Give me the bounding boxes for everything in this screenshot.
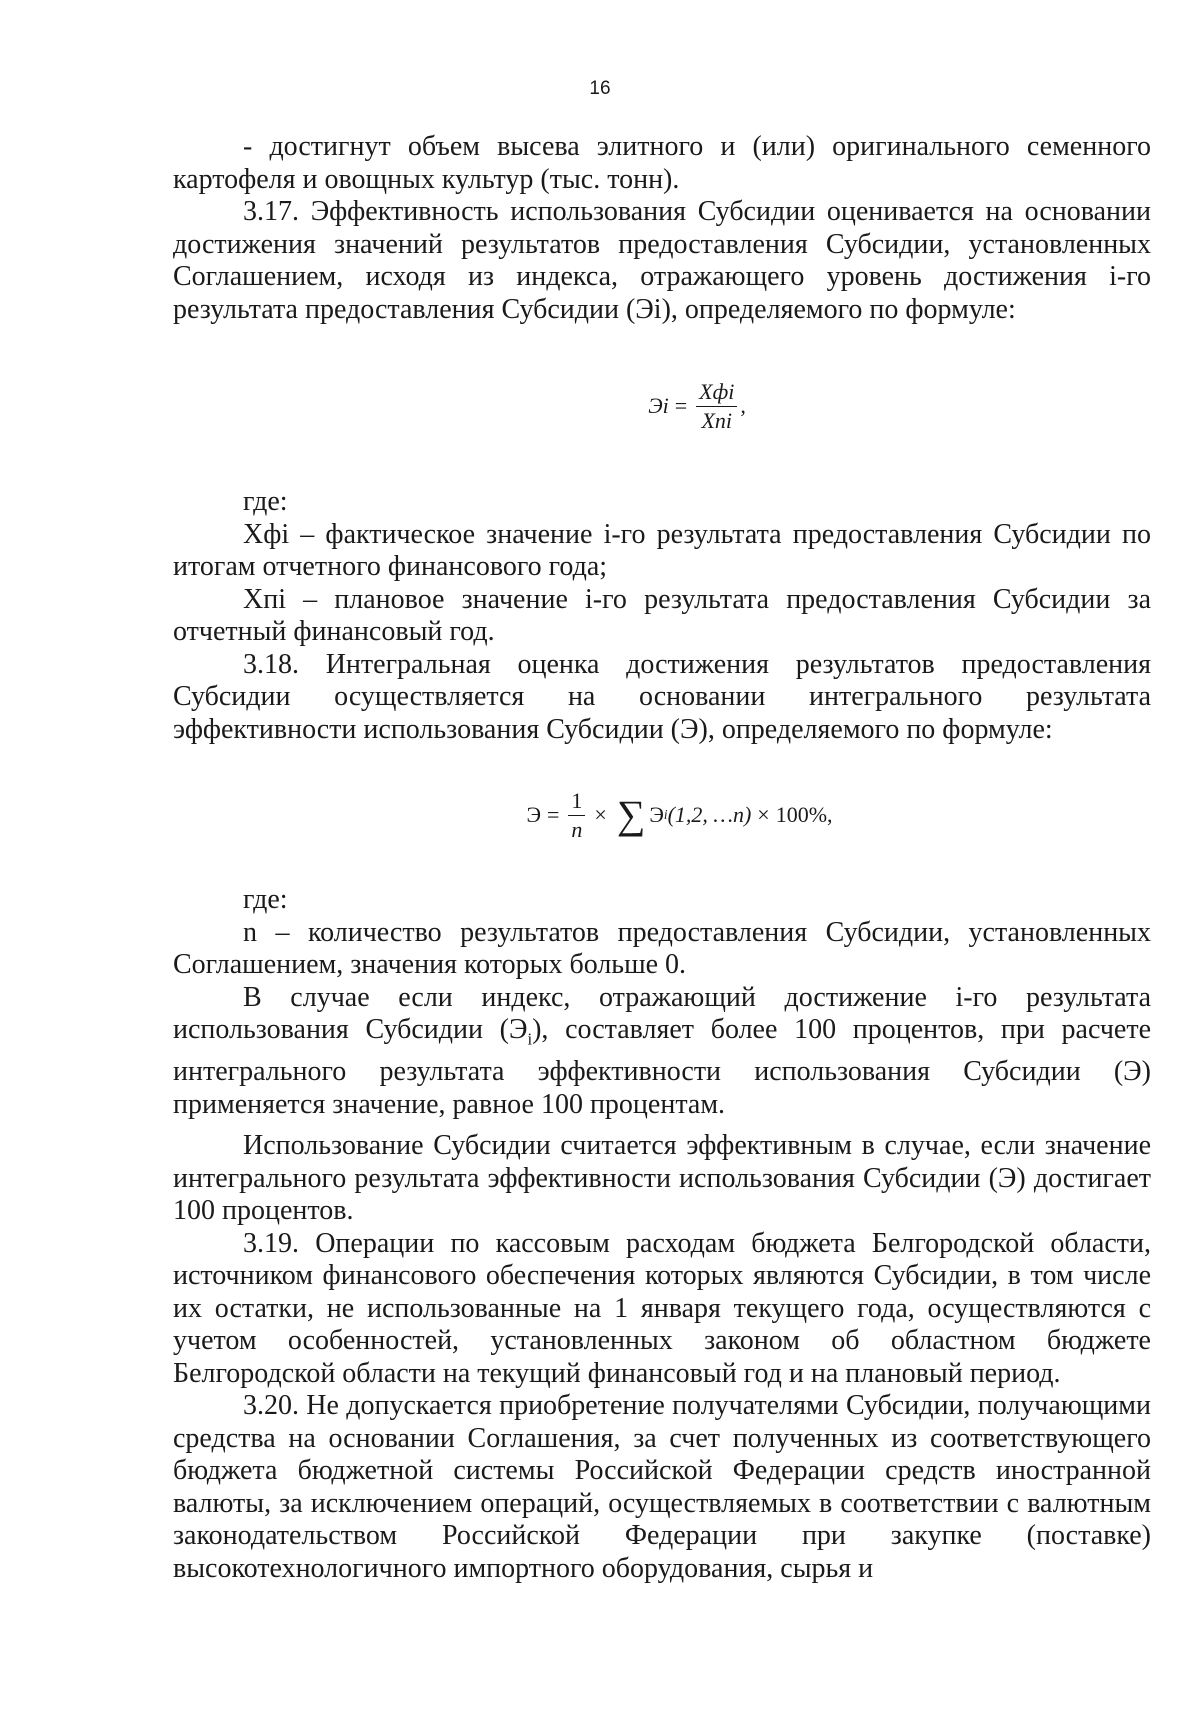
formula2-term: Э	[649, 801, 664, 827]
formula2-percent: 100%,	[775, 801, 833, 827]
paragraph-3-18: 3.18. Интегральная оценка достижения результатов предоставления Субсидии осуществляется на основании интегрального результата эффективности использования Субсидии (Э), определяемого по формуле:	[173, 648, 1151, 745]
paragraph-where-2: где:	[243, 884, 288, 915]
formula2-term-sub: i	[663, 806, 668, 822]
formula1-numerator: Хфi	[696, 380, 737, 407]
formula1-equals: =	[674, 392, 688, 418]
formula2-args: (1,2, …n)	[667, 801, 752, 827]
paragraph-where-1: где:	[243, 486, 288, 517]
body-text	[173, 131, 1151, 1585]
paragraph-def-xfi: Хфi – фактическое значение i-го результата предоставления Субсидии по итогам отчетного финансового года;	[173, 518, 1151, 582]
case-text-b: ), составляет более 100 процентов, при расчете интегрального результата эффективности использования Субсидии (Э) применяется значение, равное 100 процентам.	[173, 1014, 1151, 1120]
case-text-a: В случае если индекс, отражающий достижение i-го результата использования Субсидии (Э	[173, 981, 1151, 1045]
formula-efficiency-index	[173, 326, 1151, 486]
paragraph-3-19: 3.19. Операции по кассовым расходам бюджета Белгородской области, источником финансового обеспечения которых являются Субсидии, в том числе их остатки, не использованные на 1 января текущего года, осуществляются с учетом особенностей, установленных законом об областном бюджете Белгородской области на текущий финансовый год и на плановый период.	[173, 1227, 1151, 1389]
formula1-lhs: Эi	[648, 392, 669, 418]
paragraph-case-over-100	[173, 982, 1151, 1122]
paragraph-3-17: 3.17. Эффективность использования Субсидии оценивается на основании достижения значений результатов предоставления Субсидии, установленных Соглашением, исходя из индекса, отражающего уровень достижения i-го результата предоставления Субсидии (Эi), определяемого по формуле:	[173, 196, 1151, 325]
def-n-text: – количество результатов предоставления Субсидии, установленных Соглашением, значения которых больше 0.	[173, 916, 1151, 980]
formula2-numerator: 1	[568, 789, 585, 816]
paragraph-bullet-seed-volume: - достигнут объем высева элитного и (или) оригинального семенного картофеля и овощных культур (тыс. тонн).	[173, 131, 1151, 195]
formula2-times-2: ×	[757, 801, 770, 827]
paragraph-def-n	[173, 917, 1151, 982]
paragraph-3-20: 3.20. Не допускается приобретение получателями Субсидии, получающими средства на основании Соглашения, за счет полученных из соответствующего бюджета бюджетной системы Российской Федерации средств иностранной валюты, за исключением операций, осуществляемых в соответствии с валютным законодательством Российской Федерации при закупке (поставке) высокотехнологичного импортного оборудования, сырья и	[173, 1390, 1151, 1584]
formula2-equals: =	[547, 801, 560, 827]
formula1-fraction	[696, 380, 737, 433]
formula1-denominator: Хпi	[701, 407, 732, 433]
formula2-denominator: n	[571, 816, 583, 842]
page-number: 16	[589, 78, 611, 99]
formula1-comma: ,	[740, 392, 746, 418]
def-n-symbol: n	[243, 916, 257, 948]
case-subscript: i	[527, 1029, 533, 1049]
formula2-times: ×	[594, 801, 607, 827]
formula2-lhs: Э	[526, 801, 541, 827]
formula2-fraction	[568, 789, 585, 842]
formula-integral-efficiency	[173, 746, 1151, 884]
formula2-sigma: ∑	[616, 792, 646, 837]
paragraph-def-xpi: Хпi – плановое значение i-го результата предоставления Субсидии за отчетный финансовый год.	[173, 583, 1151, 647]
paragraph-effective-usage: Использование Субсидии считается эффективным в случае, если значение интегрального результата эффективности использования Субсидии (Э) достигает 100 процентов.	[173, 1130, 1151, 1227]
